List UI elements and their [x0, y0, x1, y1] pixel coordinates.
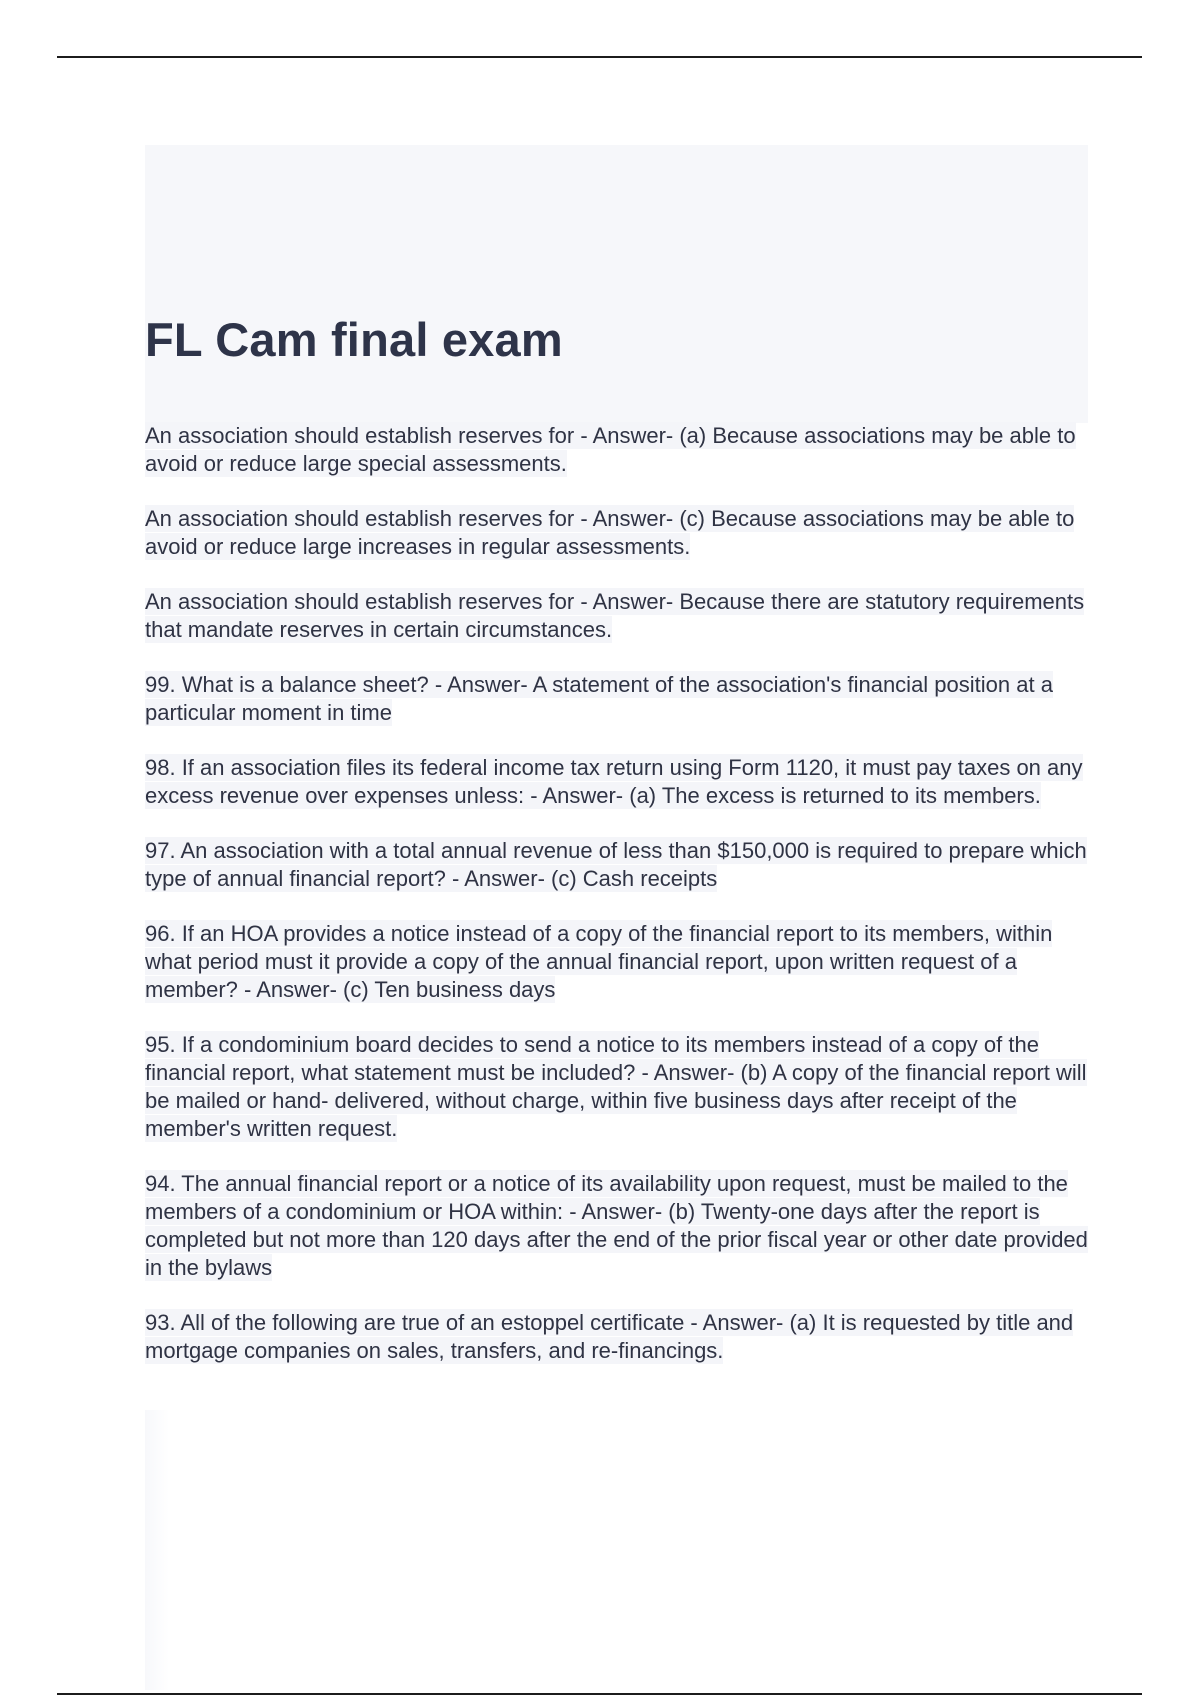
qa-text: 96. If an HOA provides a notice instead of a copy of the financial report to its members, within what period must it provide a copy of the annual financial report, upon written request of a member? - Answer- (c) Ten business days: [145, 921, 1053, 1002]
top-rule: [57, 56, 1142, 58]
qa-item: [145, 837, 1095, 893]
qa-text: An association should establish reserves for - Answer- (c) Because associations may be able to avoid or reduce large increases in regular assessments.: [145, 506, 1075, 559]
page-title: FL Cam final exam: [145, 313, 563, 366]
qa-text: An association should establish reserves for - Answer- Because there are statutory requirements that mandate reserves in certain circumstances.: [145, 589, 1085, 642]
margin-shade: [145, 1410, 169, 1690]
qa-text: 94. The annual financial report or a notice of its availability upon request, must be mailed to the members of a condominium or HOA within: - Answer- (b) Twenty-one days after the report is completed but not more than 120 days after the end of the prior fiscal year or other date provided in the bylaws: [145, 1171, 1088, 1280]
qa-item: [145, 505, 1095, 561]
qa-text: 99. What is a balance sheet? - Answer- A statement of the association's financial position at a particular moment in time: [145, 672, 1053, 725]
qa-item: [145, 422, 1095, 478]
qa-item: [145, 1170, 1095, 1282]
qa-text: 95. If a condominium board decides to send a notice to its members instead of a copy of the financial report, what statement must be included? - Answer- (b) A copy of the financial report will be mailed or hand- delivered, without charge, within five business days after receipt of the member's written request.: [145, 1032, 1087, 1141]
qa-text: An association should establish reserves for - Answer- (a) Because associations may be able to avoid or reduce large special assessments.: [145, 423, 1076, 476]
qa-text: 97. An association with a total annual revenue of less than $150,000 is required to prepare which type of annual financial report? - Answer- (c) Cash receipts: [145, 838, 1087, 891]
bottom-rule: [57, 1693, 1142, 1695]
qa-item: [145, 1031, 1095, 1143]
title-background: [145, 145, 1088, 423]
qa-text: 93. All of the following are true of an estoppel certificate - Answer- (a) It is requested by title and mortgage companies on sales, transfers, and re-financings.: [145, 1310, 1074, 1363]
qa-item: [145, 920, 1095, 1004]
qa-item: [145, 588, 1095, 644]
qa-item: [145, 1309, 1095, 1365]
qa-list: [145, 422, 1095, 1392]
qa-text: 98. If an association files its federal income tax return using Form 1120, it must pay taxes on any excess revenue over expenses unless: - Answer- (a) The excess is returned to its members.: [145, 755, 1083, 808]
qa-item: [145, 754, 1095, 810]
qa-item: [145, 671, 1095, 727]
